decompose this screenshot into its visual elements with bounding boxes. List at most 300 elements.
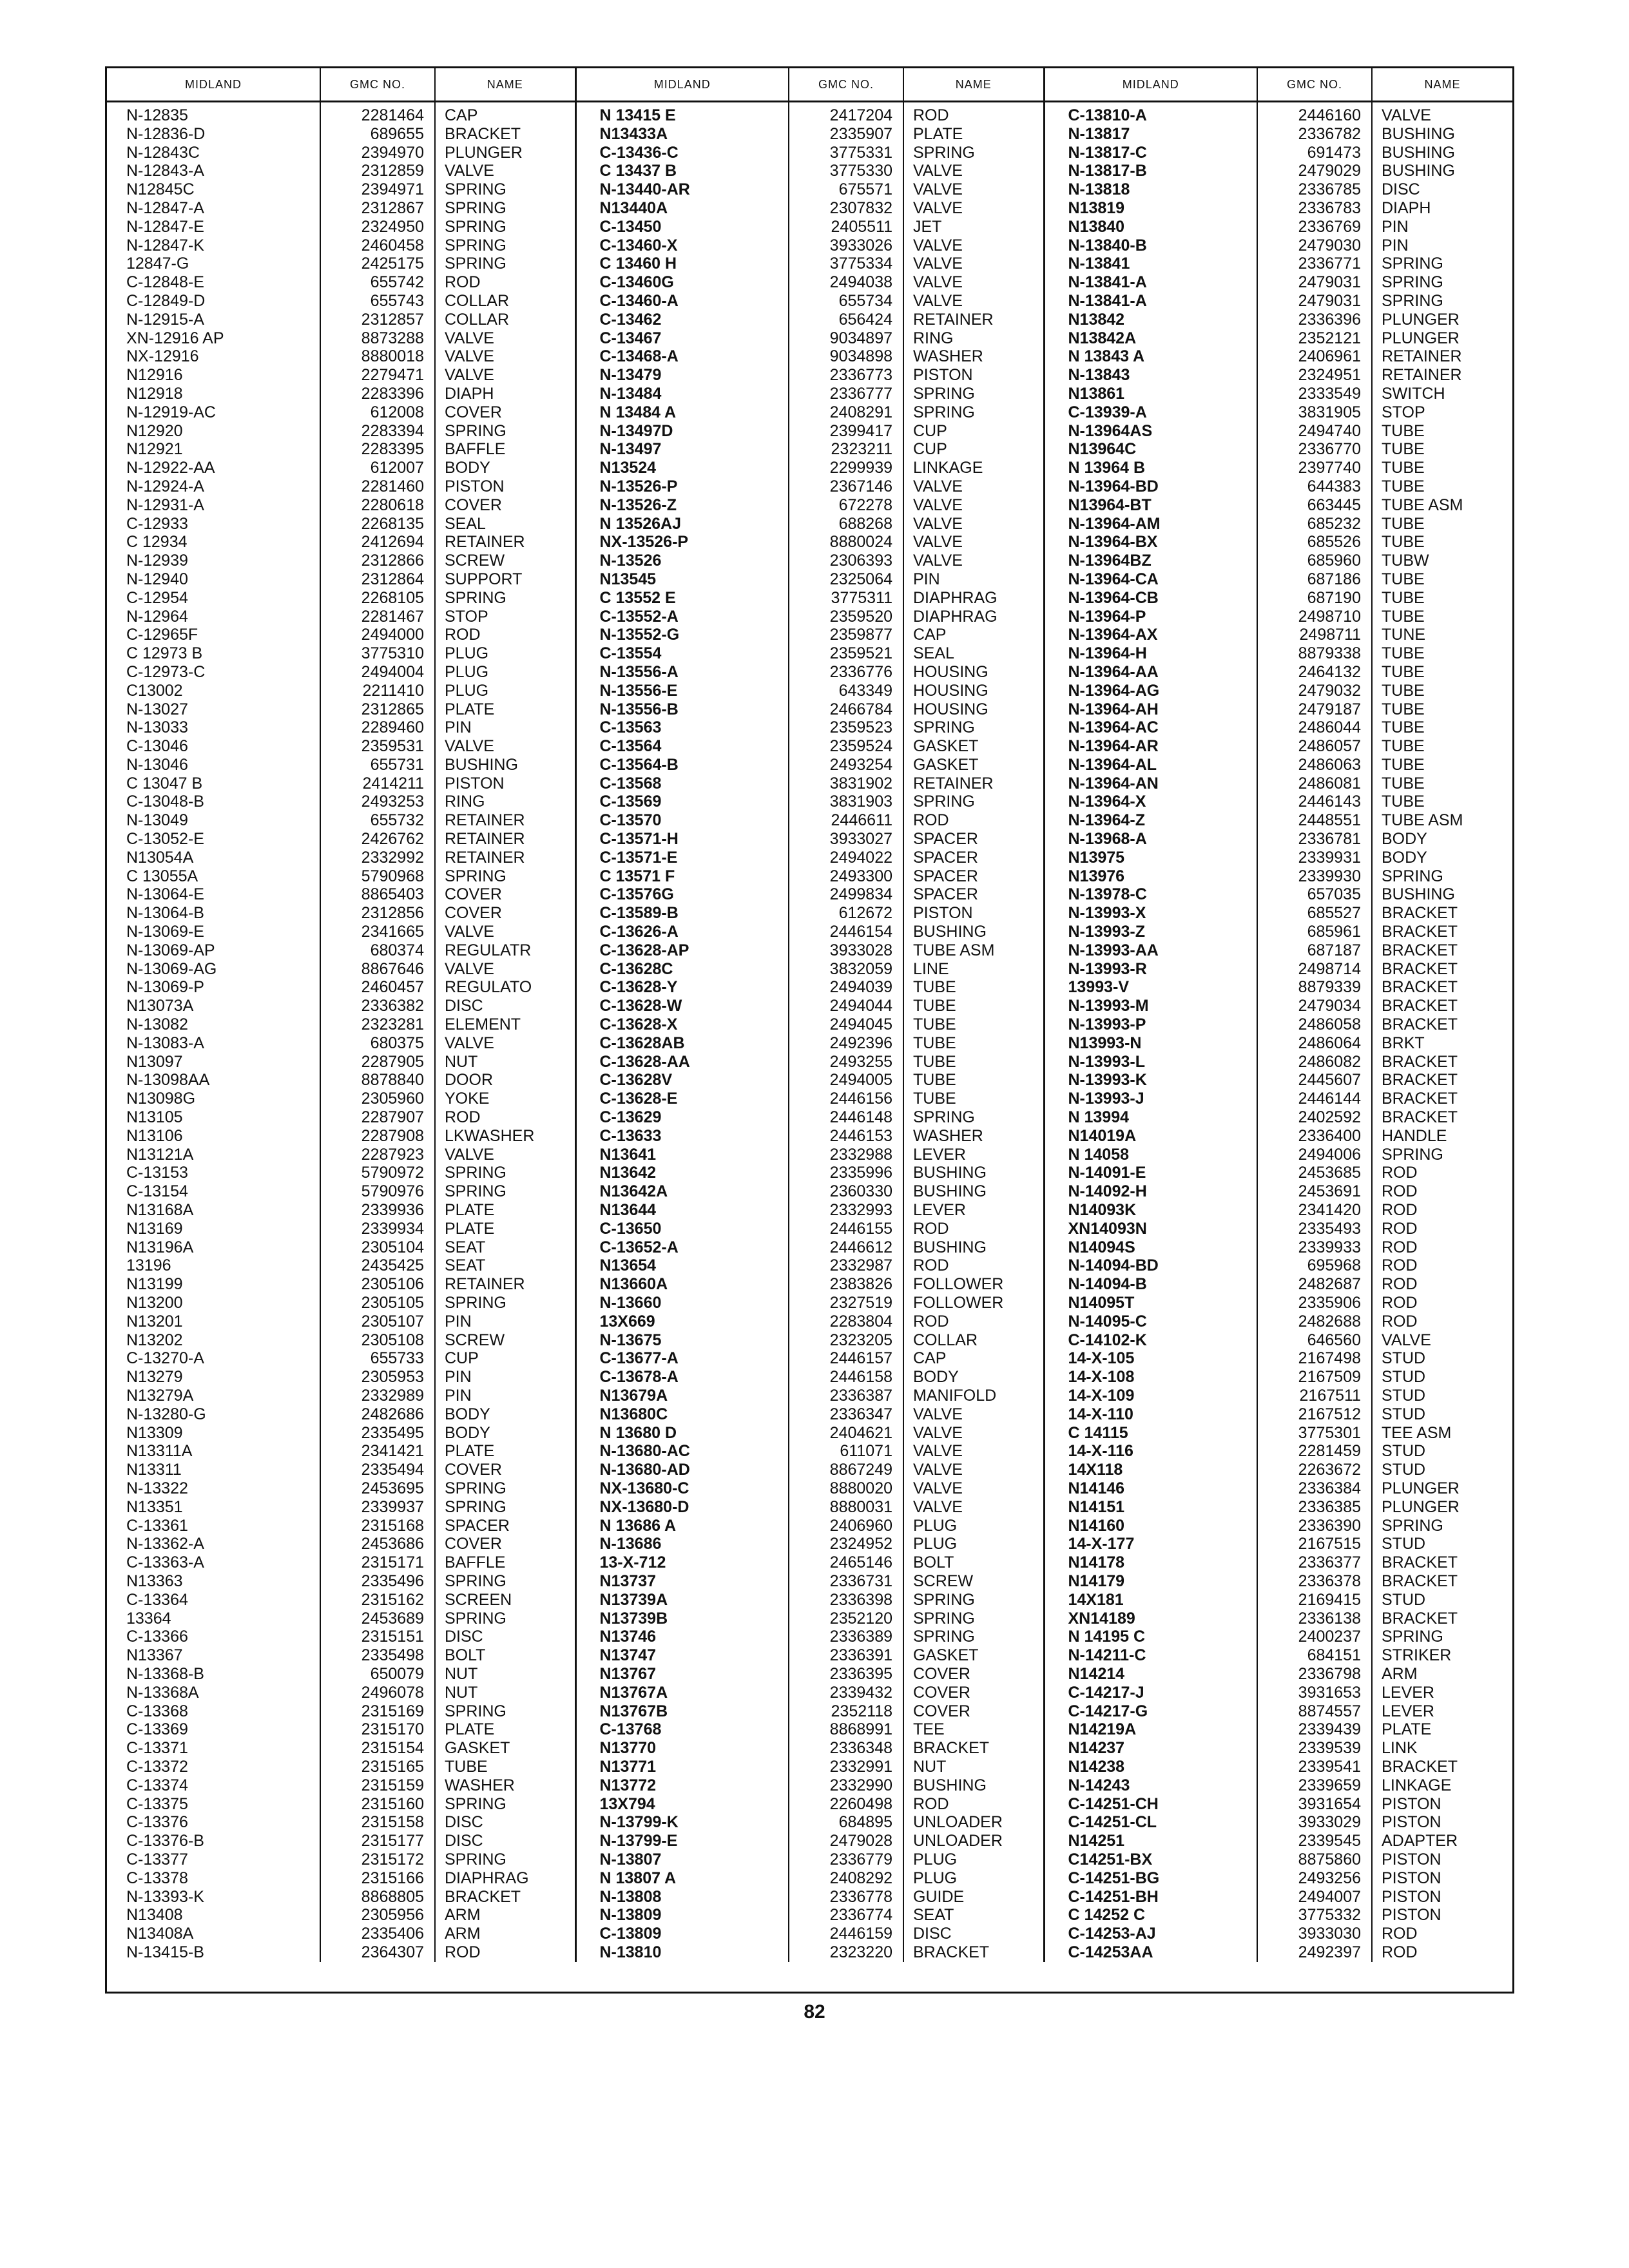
gmc-cell: 2494045	[789, 1015, 903, 1034]
midland-cell: N-13843	[1044, 366, 1257, 385]
midland-cell: N13279	[126, 1368, 183, 1387]
name-cell: STUD	[1372, 1368, 1512, 1387]
midland-cell: N13976	[1044, 867, 1257, 886]
gmc-cell: 2482686	[320, 1405, 435, 1424]
name-cell: TUBE	[903, 978, 1044, 997]
name-cell: SPRING	[903, 144, 1044, 162]
midland-cell: N13993-N	[1044, 1034, 1257, 1053]
midland-cell: N-13440-AR	[575, 180, 789, 199]
table-row	[107, 459, 1512, 477]
table-row	[107, 477, 1512, 496]
gmc-cell: 2167509	[1257, 1368, 1372, 1387]
name-cell: BRACKET	[1372, 1758, 1512, 1776]
table-row	[107, 793, 1512, 811]
header-midland-2: MIDLAND	[575, 68, 789, 102]
table-row	[107, 1442, 1512, 1461]
midland-cell: C-13376	[126, 1813, 188, 1832]
midland-cell: N-13964BZ	[1044, 552, 1257, 570]
midland-cell: N-12843-A	[126, 162, 204, 180]
table-row	[107, 496, 1512, 515]
table-row	[107, 1832, 1512, 1850]
gmc-cell: 2494740	[1257, 422, 1372, 441]
gmc-cell: 8880031	[789, 1498, 903, 1517]
gmc-cell: 2417204	[789, 102, 903, 125]
gmc-cell: 2315165	[320, 1758, 435, 1776]
gmc-cell: 2446612	[789, 1238, 903, 1257]
gmc-cell: 2486082	[1257, 1053, 1372, 1072]
name-cell: SPRING	[435, 1498, 575, 1517]
table-row	[107, 1813, 1512, 1832]
midland-cell: N14151	[1044, 1498, 1257, 1517]
gmc-cell: 2446158	[789, 1368, 903, 1387]
name-cell: ROD	[1372, 1201, 1512, 1220]
name-cell: BRACKET	[1372, 1610, 1512, 1628]
name-cell: BRACKET	[1372, 923, 1512, 941]
gmc-cell: 5790976	[320, 1182, 435, 1201]
gmc-cell: 3831903	[789, 793, 903, 811]
gmc-cell: 2315172	[320, 1850, 435, 1869]
gmc-cell: 2367146	[789, 477, 903, 496]
midland-cell: C-12973-C	[126, 662, 206, 681]
name-cell: TEE ASM	[1372, 1424, 1512, 1443]
name-cell: PISTON	[903, 904, 1044, 923]
gmc-cell: 2281460	[320, 477, 435, 496]
header-name-1: NAME	[435, 68, 575, 102]
name-cell: STUD	[1372, 1405, 1512, 1424]
name-cell: DISC	[435, 997, 575, 1015]
name-cell: VALVE	[903, 1461, 1044, 1479]
gmc-cell: 685526	[1257, 533, 1372, 552]
name-cell: BODY	[1372, 830, 1512, 849]
midland-cell: N 13843 A	[1044, 347, 1257, 366]
midland-cell: NX-13526-P	[575, 533, 789, 552]
midland-cell: 14X181	[1044, 1591, 1257, 1610]
gmc-cell: 2305953	[320, 1368, 435, 1387]
gmc-cell: 2499834	[789, 885, 903, 904]
gmc-cell: 2287905	[320, 1053, 435, 1072]
gmc-cell: 2336782	[1257, 125, 1372, 144]
name-cell: LEVER	[903, 1201, 1044, 1220]
midland-cell: C-14251-BG	[1044, 1869, 1257, 1888]
midland-cell: N-13362-A	[126, 1535, 204, 1553]
midland-cell: N-12964	[126, 607, 188, 626]
midland-cell: C-12965F	[126, 626, 198, 644]
gmc-cell: 684151	[1257, 1646, 1372, 1665]
name-cell: VALVE	[903, 1479, 1044, 1498]
gmc-cell: 2312856	[320, 904, 435, 923]
gmc-cell: 2332988	[789, 1146, 903, 1164]
gmc-cell: 8867646	[320, 960, 435, 979]
gmc-cell: 655743	[320, 292, 435, 311]
midland-cell: N13964C	[1044, 440, 1257, 459]
name-cell: BUSHING	[903, 1238, 1044, 1257]
name-cell: BODY	[435, 1405, 575, 1424]
gmc-cell: 8875860	[1257, 1850, 1372, 1869]
midland-cell: N-13964-AX	[1044, 626, 1257, 644]
midland-cell: C-14251-CL	[1044, 1813, 1257, 1832]
table-row	[107, 1758, 1512, 1776]
table-row	[107, 1331, 1512, 1350]
gmc-cell: 2465146	[789, 1553, 903, 1572]
midland-cell: N-13964-CA	[1044, 570, 1257, 589]
name-cell: TUBE	[903, 1015, 1044, 1034]
name-cell: BRACKET	[1372, 904, 1512, 923]
table-row	[107, 1888, 1512, 1907]
gmc-cell: 8873288	[320, 329, 435, 348]
name-cell: DISC	[1372, 180, 1512, 199]
name-cell: TUBE	[1372, 422, 1512, 441]
gmc-cell: 3933029	[1257, 1813, 1372, 1832]
gmc-cell: 2335907	[789, 125, 903, 144]
midland-cell: N-13368-B	[126, 1664, 204, 1683]
name-cell: VALVE	[903, 552, 1044, 570]
header-midland-1: MIDLAND	[107, 68, 320, 102]
midland-cell: C-13364	[126, 1590, 188, 1609]
midland-cell: N-13964-Z	[1044, 811, 1257, 830]
parts-cross-reference-table	[107, 68, 1512, 1962]
gmc-cell: 2479030	[1257, 236, 1372, 255]
midland-cell: N13680C	[575, 1405, 789, 1424]
gmc-cell: 691473	[1257, 144, 1372, 162]
gmc-cell: 2315170	[320, 1720, 435, 1739]
name-cell: DIAPHRAG	[903, 608, 1044, 626]
name-cell: PLUG	[903, 1850, 1044, 1869]
table-row	[107, 682, 1512, 700]
gmc-cell: 2315159	[320, 1776, 435, 1795]
gmc-cell: 2335495	[320, 1424, 435, 1443]
midland-cell: C-13628C	[575, 960, 789, 979]
gmc-cell: 689655	[320, 125, 435, 144]
gmc-cell: 2312866	[320, 552, 435, 570]
gmc-cell: 2336377	[1257, 1553, 1372, 1572]
name-cell: COVER	[435, 403, 575, 422]
name-cell: TUBE	[1372, 477, 1512, 496]
midland-cell: N-12940	[126, 570, 188, 588]
gmc-cell: 2312859	[320, 162, 435, 180]
midland-cell: 13X794	[575, 1795, 789, 1814]
midland-cell: N-13841	[1044, 255, 1257, 273]
name-cell: SPRING	[903, 385, 1044, 403]
midland-cell: N13767A	[575, 1684, 789, 1702]
midland-cell: N-13556-B	[575, 700, 789, 719]
midland-cell: C-13052-E	[126, 830, 204, 849]
midland-cell: N-13526	[575, 552, 789, 570]
gmc-cell: 2336390	[1257, 1517, 1372, 1535]
table-row	[107, 885, 1512, 904]
name-cell: JET	[903, 218, 1044, 236]
midland-cell: N-13497D	[575, 422, 789, 441]
name-cell: ROD	[903, 811, 1044, 830]
midland-cell: C-13571-E	[575, 849, 789, 867]
gmc-cell: 2494004	[320, 663, 435, 682]
table-row	[107, 1739, 1512, 1758]
table-row	[107, 1201, 1512, 1220]
gmc-cell: 2332989	[320, 1387, 435, 1405]
name-cell: BUSHING	[903, 923, 1044, 941]
name-cell: LEVER	[903, 1146, 1044, 1164]
gmc-cell: 2315158	[320, 1813, 435, 1832]
table-row	[107, 1610, 1512, 1628]
name-cell: SPRING	[1372, 255, 1512, 273]
gmc-cell: 2404621	[789, 1424, 903, 1443]
name-cell: ROD	[435, 626, 575, 644]
gmc-cell: 2405511	[789, 218, 903, 236]
midland-cell: N-13069-E	[126, 923, 204, 941]
table-row	[107, 1646, 1512, 1665]
gmc-cell: 2312864	[320, 570, 435, 589]
gmc-cell: 2486058	[1257, 1015, 1372, 1034]
midland-cell: N-13841-A	[1044, 273, 1257, 292]
gmc-cell: 655731	[320, 756, 435, 774]
name-cell: MANIFOLD	[903, 1387, 1044, 1405]
name-cell: PLUG	[435, 644, 575, 663]
gmc-cell: 2336384	[1257, 1479, 1372, 1498]
midland-cell: C-13568	[575, 774, 789, 793]
midland-cell: C-14253AA	[1044, 1943, 1257, 1962]
name-cell: STUD	[1372, 1591, 1512, 1610]
name-cell: BRACKET	[435, 125, 575, 144]
midland-cell: N13964-BT	[1044, 496, 1257, 515]
name-cell: SPACER	[903, 885, 1044, 904]
gmc-cell: 8865403	[320, 885, 435, 904]
table-row	[107, 533, 1512, 552]
gmc-cell: 2335494	[320, 1461, 435, 1479]
name-cell: LEVER	[1372, 1702, 1512, 1721]
midland-cell: N-13556-A	[575, 663, 789, 682]
gmc-cell: 2486063	[1257, 756, 1372, 774]
gmc-cell: 2307832	[789, 199, 903, 218]
name-cell: VALVE	[903, 199, 1044, 218]
midland-cell: N-13810	[575, 1943, 789, 1962]
gmc-cell: 8874557	[1257, 1702, 1372, 1721]
midland-cell: N14146	[1044, 1479, 1257, 1498]
name-cell: VALVE	[903, 496, 1044, 515]
name-cell: COVER	[435, 496, 575, 515]
gmc-cell: 2464132	[1257, 663, 1372, 682]
name-cell: SPRING	[435, 1182, 575, 1201]
midland-cell: C-13650	[575, 1220, 789, 1238]
name-cell: REGULATR	[435, 941, 575, 960]
midland-cell: N-13064-B	[126, 904, 204, 923]
midland-cell: C-13460G	[575, 273, 789, 292]
gmc-cell: 2305105	[320, 1294, 435, 1312]
name-cell: PIN	[903, 570, 1044, 589]
name-cell: TUBE ASM	[1372, 811, 1512, 830]
table-row	[107, 1071, 1512, 1090]
midland-cell: N-13799-K	[575, 1813, 789, 1832]
name-cell: DISC	[903, 1925, 1044, 1943]
midland-cell: N-12939	[126, 552, 188, 570]
gmc-cell: 2336777	[789, 385, 903, 403]
table-row	[107, 811, 1512, 830]
midland-cell: N14238	[1044, 1758, 1257, 1776]
midland-cell: C-13369	[126, 1720, 188, 1739]
gmc-cell: 2486057	[1257, 737, 1372, 756]
midland-cell: N-13069-AG	[126, 959, 217, 978]
midland-cell: N13433A	[575, 125, 789, 144]
gmc-cell: 2305106	[320, 1275, 435, 1294]
midland-cell: C 14252 C	[1044, 1906, 1257, 1925]
name-cell: CUP	[903, 422, 1044, 441]
gmc-cell: 2341665	[320, 923, 435, 941]
midland-cell: C-13633	[575, 1127, 789, 1146]
gmc-cell: 2211410	[320, 682, 435, 700]
name-cell: SCREW	[903, 1572, 1044, 1591]
midland-cell: N-13993-L	[1044, 1053, 1257, 1072]
name-cell: VALVE	[903, 1498, 1044, 1517]
table-row	[107, 1591, 1512, 1610]
midland-cell: N-13968-A	[1044, 830, 1257, 849]
midland-cell: 14-X-105	[1044, 1349, 1257, 1368]
gmc-cell: 2323220	[789, 1943, 903, 1962]
name-cell: PISTON	[903, 366, 1044, 385]
name-cell: TUBE ASM	[903, 941, 1044, 960]
midland-cell: C-13371	[126, 1739, 188, 1758]
midland-cell: N13097	[126, 1052, 183, 1071]
name-cell: SEAL	[903, 644, 1044, 663]
midland-cell: C14251-BX	[1044, 1850, 1257, 1869]
table-row	[107, 1164, 1512, 1182]
gmc-cell: 2446157	[789, 1349, 903, 1368]
name-cell: YOKE	[435, 1090, 575, 1108]
midland-cell: C-14253-AJ	[1044, 1925, 1257, 1943]
midland-cell: N12921	[126, 440, 183, 459]
midland-cell: C13002	[126, 681, 183, 700]
gmc-cell: 675571	[789, 180, 903, 199]
gmc-cell: 643349	[789, 682, 903, 700]
midland-cell: C-13626-A	[575, 923, 789, 941]
table-row	[107, 403, 1512, 422]
midland-cell: N14094S	[1044, 1238, 1257, 1257]
name-cell: SCREW	[435, 552, 575, 570]
midland-cell: N-13098AA	[126, 1071, 210, 1090]
midland-cell: C-13589-B	[575, 904, 789, 923]
midland-cell: C-13768	[575, 1720, 789, 1739]
gmc-cell: 2479028	[789, 1832, 903, 1850]
table-row	[107, 626, 1512, 644]
midland-cell: N-13526-Z	[575, 496, 789, 515]
gmc-cell: 8880024	[789, 533, 903, 552]
midland-cell: C-13372	[126, 1757, 188, 1776]
midland-cell: C 13437 B	[575, 162, 789, 180]
name-cell: TUBW	[1372, 552, 1512, 570]
gmc-cell: 2336779	[789, 1850, 903, 1869]
gmc-cell: 8880018	[320, 347, 435, 366]
name-cell: BRACKET	[1372, 1090, 1512, 1108]
midland-cell: C-13154	[126, 1182, 188, 1201]
midland-cell: C-13046	[126, 737, 188, 756]
gmc-cell: 2494022	[789, 849, 903, 867]
gmc-cell: 2281464	[320, 102, 435, 125]
midland-cell: N-13415-B	[126, 1943, 204, 1961]
gmc-cell: 2399417	[789, 422, 903, 441]
name-cell: SPRING	[435, 1164, 575, 1182]
gmc-cell: 2332991	[789, 1758, 903, 1776]
name-cell: SPRING	[435, 218, 575, 236]
gmc-cell: 2339936	[320, 1201, 435, 1220]
table-row	[107, 1850, 1512, 1869]
name-cell: RETAINER	[1372, 366, 1512, 385]
midland-cell: N-13083-A	[126, 1033, 204, 1052]
header-name-2: NAME	[903, 68, 1044, 102]
gmc-cell: 2446148	[789, 1108, 903, 1127]
gmc-cell: 2492397	[1257, 1943, 1372, 1962]
name-cell: SPACER	[903, 849, 1044, 867]
name-cell: VALVE	[435, 162, 575, 180]
table-row	[107, 997, 1512, 1015]
midland-cell: N-13484	[575, 385, 789, 403]
gmc-cell: 2323205	[789, 1331, 903, 1350]
name-cell: PISTON	[1372, 1850, 1512, 1869]
table-row	[107, 552, 1512, 570]
gmc-cell: 2359521	[789, 644, 903, 663]
gmc-cell: 2336778	[789, 1888, 903, 1907]
gmc-cell: 3775310	[320, 644, 435, 663]
midland-cell: N13767	[575, 1665, 789, 1684]
midland-cell: C-13377	[126, 1850, 188, 1869]
midland-cell: N-13069-P	[126, 978, 204, 997]
gmc-cell: 2315151	[320, 1628, 435, 1646]
gmc-cell: 8868991	[789, 1720, 903, 1739]
name-cell: PLUNGER	[1372, 1498, 1512, 1517]
name-cell: ARM	[435, 1906, 575, 1925]
midland-cell: N13199	[126, 1275, 183, 1294]
midland-cell: C-13375	[126, 1794, 188, 1813]
name-cell: HANDLE	[1372, 1127, 1512, 1146]
table-row	[107, 385, 1512, 403]
gmc-cell: 685961	[1257, 923, 1372, 941]
name-cell: ROD	[1372, 1256, 1512, 1275]
name-cell: BUSHING	[903, 1164, 1044, 1182]
name-cell: BODY	[1372, 849, 1512, 867]
table-row	[107, 737, 1512, 756]
midland-cell: C-14251-CH	[1044, 1795, 1257, 1814]
midland-cell: N 14058	[1044, 1146, 1257, 1164]
name-cell: PLUG	[903, 1869, 1044, 1888]
name-cell: LINK	[1372, 1739, 1512, 1758]
gmc-cell: 2336398	[789, 1591, 903, 1610]
midland-cell: N14214	[1044, 1665, 1257, 1684]
name-cell: DISC	[435, 1832, 575, 1850]
midland-cell: N13098G	[126, 1090, 196, 1108]
midland-cell: N-14211-C	[1044, 1646, 1257, 1665]
midland-cell: N-14092-H	[1044, 1182, 1257, 1201]
name-cell: SPRING	[1372, 867, 1512, 886]
midland-cell: N14178	[1044, 1553, 1257, 1572]
gmc-cell: 612008	[320, 403, 435, 422]
name-cell: ADAPTER	[1372, 1832, 1512, 1850]
gmc-cell: 2336798	[1257, 1665, 1372, 1684]
gmc-cell: 2332992	[320, 849, 435, 867]
gmc-cell: 2359877	[789, 626, 903, 644]
midland-cell: C-13628-E	[575, 1090, 789, 1108]
gmc-cell: 2336769	[1257, 218, 1372, 236]
name-cell: SPRING	[903, 1610, 1044, 1628]
gmc-cell: 2281459	[1257, 1442, 1372, 1461]
table-row	[107, 422, 1512, 441]
gmc-cell: 2312857	[320, 311, 435, 329]
gmc-cell: 2336731	[789, 1572, 903, 1591]
midland-cell: N14179	[1044, 1572, 1257, 1591]
table-row	[107, 756, 1512, 774]
midland-cell: N-12847-K	[126, 236, 204, 255]
table-row	[107, 1015, 1512, 1034]
name-cell: BRACKET	[1372, 1553, 1512, 1572]
name-cell: DISC	[435, 1628, 575, 1646]
name-cell: SPRING	[903, 1108, 1044, 1127]
name-cell: STUD	[1372, 1387, 1512, 1405]
midland-cell: N14160	[1044, 1517, 1257, 1535]
